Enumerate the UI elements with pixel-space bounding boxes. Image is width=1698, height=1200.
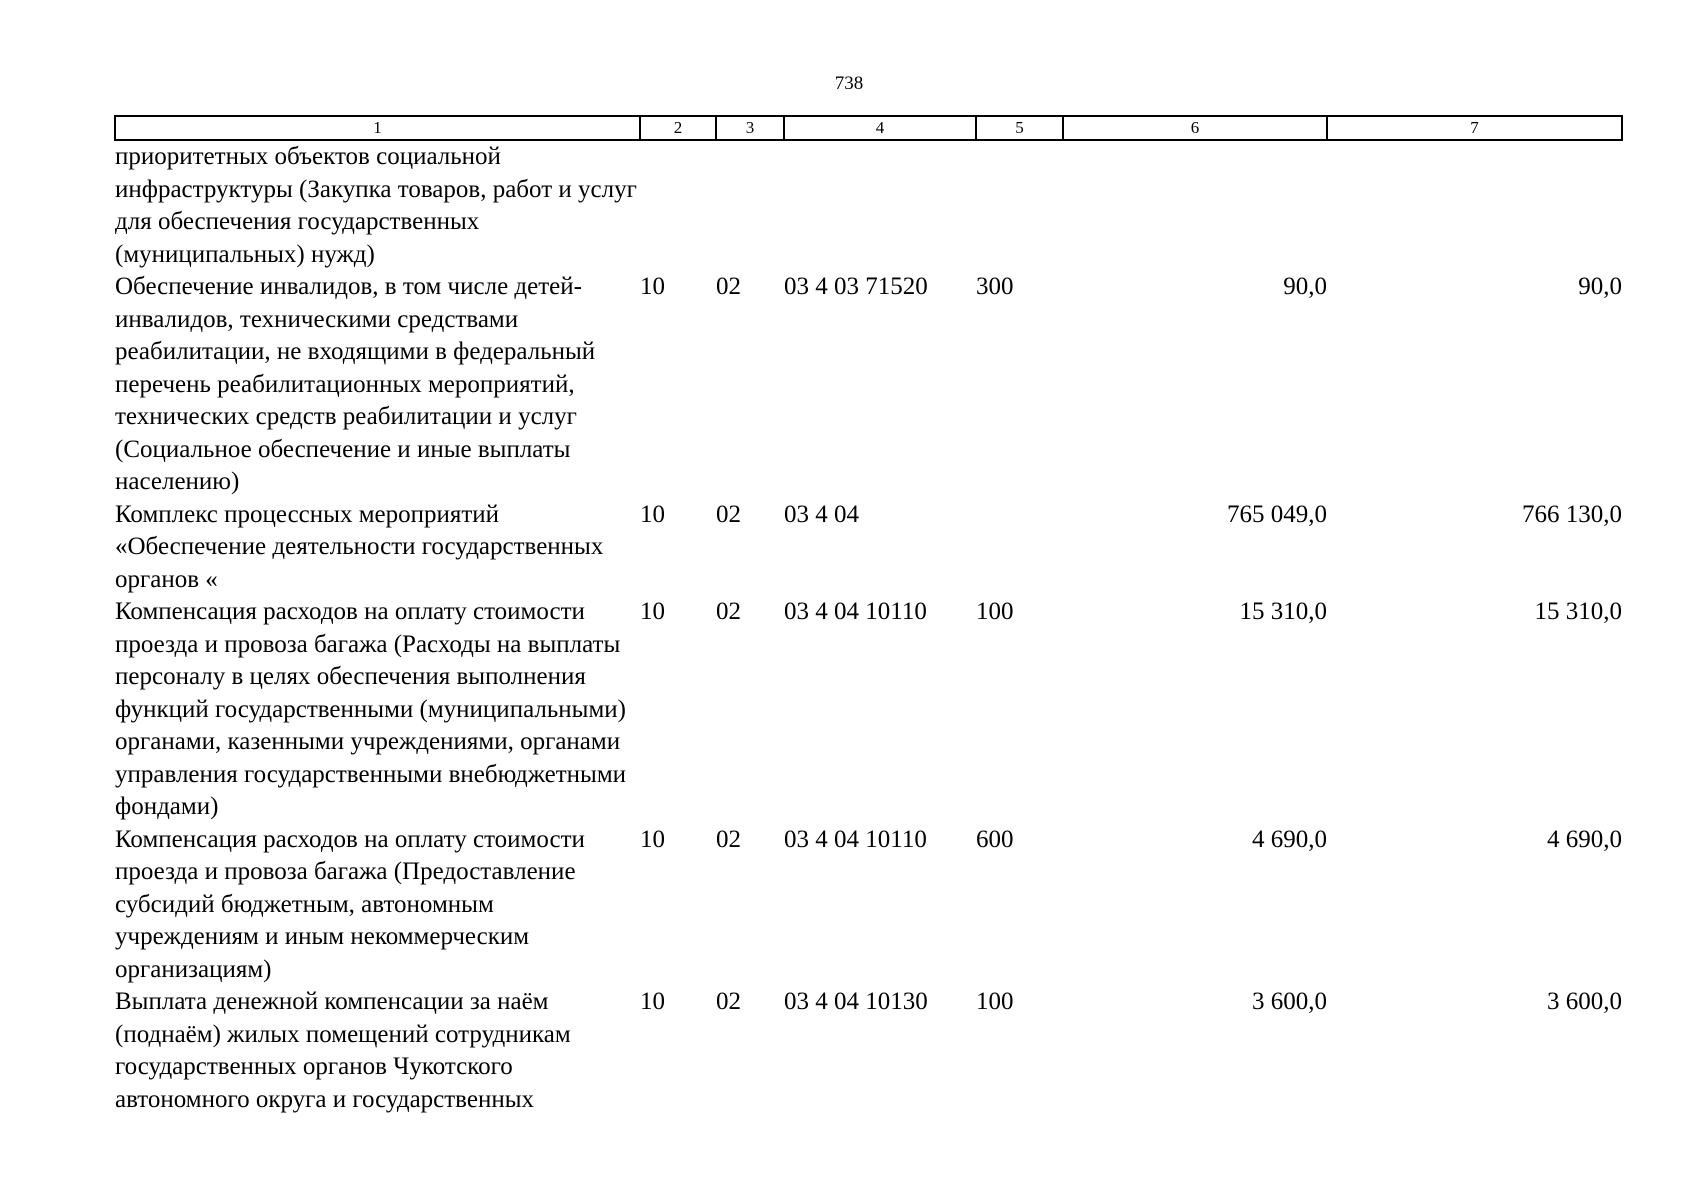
row-target-article	[784, 140, 976, 271]
row-name: Обеспечение инвалидов, в том числе детей-инвалидов, техническими средствами реабилитации, не входящими в федеральный перечень реабилитационных мероприятий, технических средств реабилитации и услуг (Социальное обеспечение и иные выплаты населению)	[115, 273, 596, 495]
row-subsection: 02	[716, 988, 741, 1015]
row-sum-1: 3 600,0	[1252, 988, 1327, 1015]
row-subsection	[716, 140, 784, 271]
column-header-1: 1	[115, 116, 640, 140]
row-sum-2: 3 600,0	[1547, 988, 1622, 1015]
table-row	[115, 596, 1622, 824]
row-name: Компенсация расходов на оплату стоимости проезда и провоза багажа (Предоставление субсидий бюджетным, автономным учреждениям и иным некоммерческим организациям)	[115, 825, 585, 983]
row-name: Компенсация расходов на оплату стоимости проезда и провоза багажа (Расходы на выплаты персоналу в целях обеспечения выполнения функций государственными (муниципальными) органами, казенными учреждениями, органами управления государственными внебюджетными фондами)	[115, 598, 627, 820]
row-section: 10	[640, 500, 665, 528]
row-subsection: 02	[716, 500, 741, 528]
row-section: 10	[640, 988, 665, 1015]
table-row	[115, 986, 1622, 1116]
row-sum-2: 4 690,0	[1547, 825, 1622, 853]
row-sum-1: 4 690,0	[1252, 825, 1327, 853]
row-sum-2: 15 310,0	[1534, 598, 1622, 625]
row-target-article: 03 4 04 10110	[784, 825, 927, 853]
row-sum-1	[1063, 140, 1327, 271]
budget-table	[114, 115, 1623, 1116]
row-expense-type: 600	[976, 825, 1014, 853]
column-header-2: 2	[640, 116, 716, 140]
row-sum-1: 15 310,0	[1239, 598, 1327, 625]
row-subsection: 02	[716, 598, 741, 625]
row-target-article: 03 4 04 10110	[784, 598, 927, 625]
page-number: 738	[834, 73, 864, 94]
row-section: 10	[640, 825, 665, 853]
row-section: 10	[640, 598, 665, 625]
row-sum-2	[1327, 140, 1622, 271]
column-header-7: 7	[1327, 116, 1622, 140]
row-expense-type	[976, 499, 1063, 597]
column-header-3: 3	[716, 116, 784, 140]
row-sum-2: 766 130,0	[1522, 500, 1622, 528]
table-row	[115, 499, 1622, 597]
table-row	[115, 140, 1622, 271]
row-target-article: 03 4 03 71520	[784, 273, 928, 300]
row-expense-type: 100	[976, 988, 1014, 1015]
row-expense-type	[976, 140, 1063, 271]
row-name: приоритетных объектов социальной инфраструктуры (Закупка товаров, работ и услуг для обеспечения государственных (муниципальных) нужд)	[115, 143, 637, 268]
table-row	[115, 824, 1622, 987]
row-expense-type: 300	[976, 273, 1014, 300]
row-section: 10	[640, 273, 665, 300]
column-header-6: 6	[1063, 116, 1327, 140]
row-sum-2: 90,0	[1578, 273, 1622, 300]
header-row	[115, 116, 1622, 140]
row-sum-1: 765 049,0	[1227, 500, 1327, 528]
row-subsection: 02	[716, 273, 741, 300]
column-header-4: 4	[784, 116, 976, 140]
row-section	[640, 140, 716, 271]
row-name: Комплекс процессных мероприятий «Обеспечение деятельности государственных органов «	[115, 500, 604, 593]
table-row	[115, 271, 1622, 499]
row-target-article: 03 4 04 10130	[784, 988, 928, 1015]
row-expense-type: 100	[976, 598, 1014, 625]
row-sum-1: 90,0	[1283, 273, 1327, 300]
row-name: Выплата денежной компенсации за наём (поднаём) жилых помещений сотрудникам государственных органов Чукотского автономного округа и государственных	[115, 988, 571, 1113]
row-target-article: 03 4 04	[784, 500, 859, 528]
row-subsection: 02	[716, 825, 741, 853]
column-header-5: 5	[976, 116, 1063, 140]
